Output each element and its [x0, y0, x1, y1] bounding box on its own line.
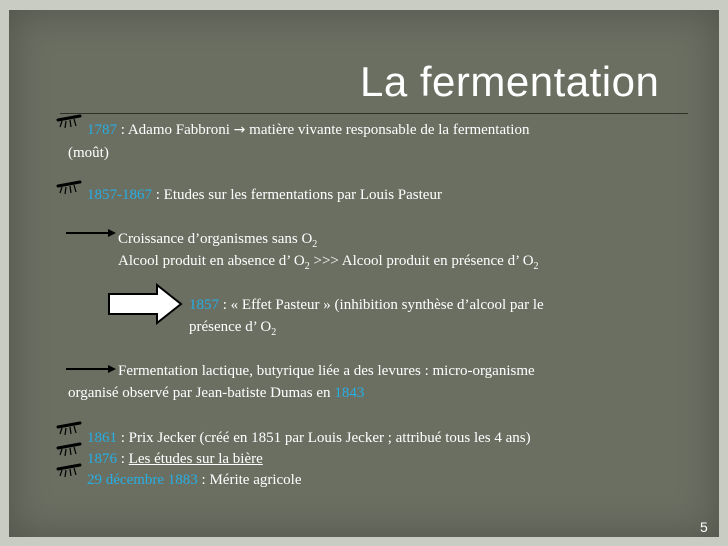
bullet-1-rest: matière vivante responsable de la fermentation [245, 122, 530, 138]
arrow-1-text-3: >>> Alcool produit en présence d’ O [309, 253, 534, 269]
bullet-3-line [87, 429, 531, 448]
ant-bullet-icon [56, 441, 82, 457]
subscript: 2 [533, 261, 539, 272]
link-les-etudes-sur-la-biere[interactable]: Les études sur la bière [128, 451, 263, 467]
block-arrow-icon [107, 283, 183, 325]
arrow-3-text-2: organisé observé par Jean-batiste Dumas en [68, 385, 335, 401]
arrow-2-text-2: présence d’ O [189, 319, 272, 335]
year-1861: 1861 [87, 430, 117, 446]
arrow-3-line-1: Fermentation lactique, butyrique liée a des levures : micro-organisme [118, 363, 535, 379]
year-1876: 1876 [87, 451, 117, 467]
year-1843: 1843 [334, 385, 365, 401]
arrow-1-text-1: Croissance d’organismes sans O [118, 231, 313, 247]
bullet-5-line [87, 471, 302, 490]
arrow-2-line-2 [189, 318, 276, 338]
slide-title: La fermentation [360, 58, 660, 105]
year-1787: 1787 [87, 122, 117, 138]
arrow-1-text-2: Alcool produit en absence d’ O [118, 253, 305, 269]
arrow-2-line-1 [189, 296, 544, 315]
bullet-4-sep: : [117, 451, 129, 467]
bullet-2-text: : Etudes sur les fermentations par Louis Pasteur [152, 187, 442, 203]
bullet-1-text: : Adamo Fabbroni [117, 122, 234, 138]
bullet-5-text: : Mérite agricole [197, 472, 302, 488]
arrow-3-line-2 [68, 384, 364, 403]
ant-bullet-icon [56, 179, 82, 195]
page-number: 5 [700, 519, 708, 535]
line-arrow-icon [66, 363, 116, 375]
subscript: 2 [312, 239, 318, 250]
bullet-3-text: : Prix Jecker (créé en 1851 par Louis Jecker ; attribué tous les 4 ans) [117, 430, 531, 446]
ant-bullet-icon [56, 420, 82, 436]
bullet-4-line [87, 450, 263, 469]
year-1857-1867: 1857-1867 [87, 187, 152, 203]
title-divider [60, 113, 688, 114]
arrow-2-text: : « Effet Pasteur » (inhibition synthèse d’alcool par le [219, 297, 544, 313]
arrow-1-line-1 [118, 230, 317, 250]
bullet-1-line [87, 121, 529, 140]
line-arrow-icon [66, 227, 116, 239]
bullet-1-cont: (moût) [68, 145, 109, 161]
subscript: 2 [304, 261, 310, 272]
bullet-2-line [87, 186, 442, 205]
arrow-1-line-2 [118, 252, 539, 272]
ant-bullet-icon [56, 113, 82, 129]
ant-bullet-icon [56, 462, 82, 478]
date-29-decembre-1883: 29 décembre 1883 [87, 472, 198, 488]
right-arrow-icon: → [233, 122, 246, 138]
year-1857: 1857 [189, 297, 219, 313]
subscript: 2 [271, 327, 277, 338]
